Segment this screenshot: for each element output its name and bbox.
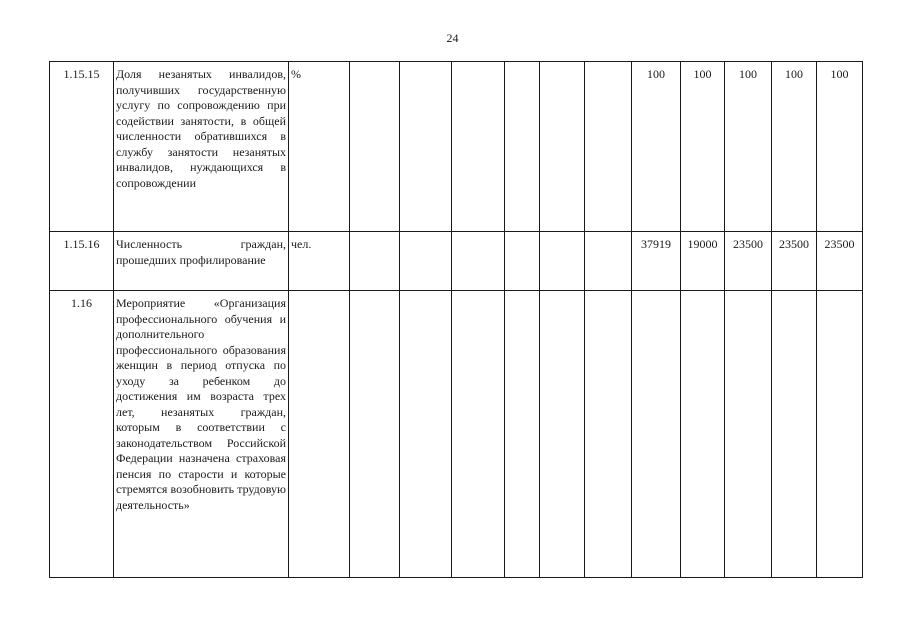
value-cell: 100 [725, 62, 772, 232]
value-cell [585, 62, 632, 232]
value-cell [505, 291, 540, 578]
unit-cell [289, 291, 350, 578]
value-cell: 23500 [772, 232, 817, 291]
value-cell [540, 62, 585, 232]
value-cell [817, 291, 863, 578]
value-cell [505, 232, 540, 291]
unit-cell: чел. [289, 232, 350, 291]
table-row [50, 62, 863, 232]
value-cell: 19000 [681, 232, 725, 291]
value-cell: 23500 [725, 232, 772, 291]
value-cell [540, 291, 585, 578]
value-cell [350, 232, 400, 291]
value-cell [585, 291, 632, 578]
value-cell [505, 62, 540, 232]
value-cell [350, 62, 400, 232]
value-cell: 37919 [632, 232, 681, 291]
value-cell [452, 62, 505, 232]
value-cell [540, 232, 585, 291]
value-cell [772, 291, 817, 578]
value-cell [400, 291, 452, 578]
value-cell: 100 [632, 62, 681, 232]
unit-cell: % [289, 62, 350, 232]
indicator-name: Мероприятие «Организация профессионального обучения и дополнительного профессионального образования женщин в период отпуска по уходу за ребенком до достижения им возраста трех лет, незанятых граждан, которым в соответствии с законодательством Российской Федерации назначена страховая пенсия по старости и которые стремятся возобновить трудовую деятельность» [114, 291, 289, 578]
value-cell: 100 [817, 62, 863, 232]
page-number: 24 [446, 31, 459, 45]
value-cell [350, 291, 400, 578]
row-number: 1.16 [50, 291, 114, 578]
row-number: 1.15.15 [50, 62, 114, 232]
value-cell [400, 62, 452, 232]
value-cell [585, 232, 632, 291]
value-cell [681, 291, 725, 578]
value-cell [725, 291, 772, 578]
indicator-name: Численность граждан, прошедших профилирование [114, 232, 289, 291]
table-row [50, 291, 863, 578]
value-cell: 23500 [817, 232, 863, 291]
value-cell [452, 232, 505, 291]
value-cell [632, 291, 681, 578]
indicators-table [49, 61, 863, 578]
value-cell [452, 291, 505, 578]
row-number: 1.15.16 [50, 232, 114, 291]
value-cell: 100 [772, 62, 817, 232]
table-row [50, 232, 863, 291]
indicator-name: Доля незанятых инвалидов, получивших государственную услугу по сопровождению при содействии занятости, в общей численности обратившихся в службу занятости незанятых инвалидов, нуждающихся в сопровождении [114, 62, 289, 232]
value-cell [400, 232, 452, 291]
value-cell: 100 [681, 62, 725, 232]
